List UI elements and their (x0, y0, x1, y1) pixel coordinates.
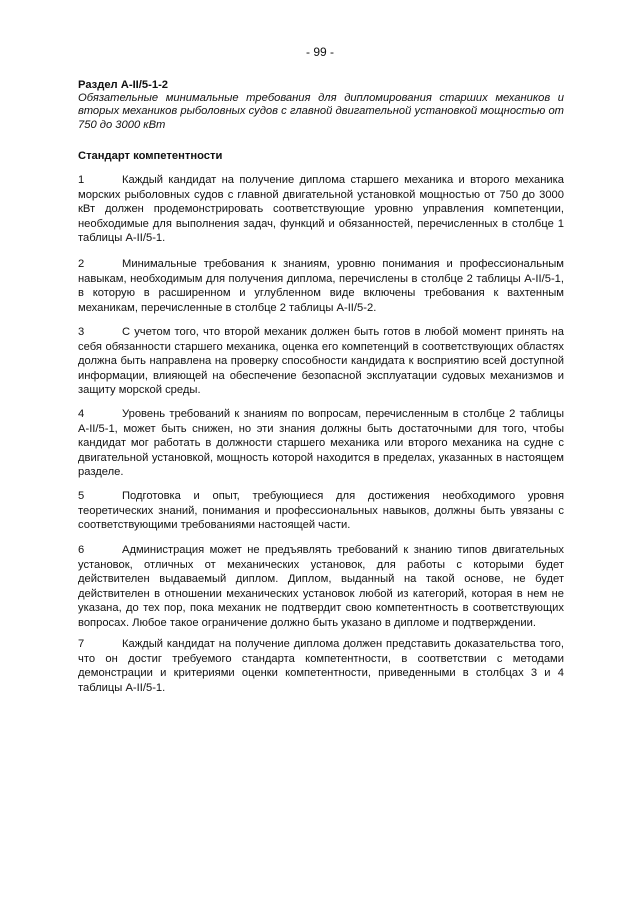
paragraph-1 (78, 173, 564, 246)
paragraph-6 (78, 543, 564, 631)
section-header (78, 79, 564, 132)
paragraph-2 (78, 257, 564, 315)
paragraph-text: Администрация может не предъявлять требований к знанию типов двигательных установок, отличных от механических установок, для работы с которыми будет действителен выдаваемый диплом. Диплом, выданный на такой основе, не будет действителен в отношении механических установок любой из категорий, которая в нем не указана, до тех пор, пока механик не подтвердит свою компетентность в соответствующих вопросах. Любое такое ограничение должно быть указано в дипломе и подтверждении. (78, 544, 564, 629)
section-title: Раздел A-II/5-1-2 (78, 79, 169, 91)
paragraph-number: 7 (78, 638, 85, 650)
paragraph-5 (78, 489, 564, 533)
paragraph-number: 6 (78, 544, 85, 556)
paragraph-number: 3 (78, 326, 85, 338)
paragraph-number: 4 (78, 408, 85, 420)
standard-title: Стандарт компетентности (78, 150, 223, 162)
paragraph-text: Уровень требований к знаниям по вопросам, перечисленным в столбце 2 таблицы A-II/5-1, может быть снижен, но эти знания должны быть достаточными для того, чтобы кандидат мог работать в должности старшего механика или второго механика на судне с двигательной установкой, мощность которой находится в пределах, указанных в настоящем разделе. (78, 408, 564, 479)
section-subtitle: Обязательные минимальные требования для дипломирования старших механиков и вторых механиков рыболовных судов с главной двигательной установкой мощностью от 750 до 3000 кВт (78, 92, 564, 131)
paragraph-text: Каждый кандидат на получение диплома старшего механика и второго механика морских рыболовных судов с главной двигательной установкой мощностью от 750 до 3000 кВт должен продемонстрировать соответствующие уровню управления компетенции, необходимые для выполнения задач, функций и обязанностей, перечисленных в столбце 1 таблицы A-II/5-1. (78, 174, 564, 245)
paragraph-4 (78, 407, 564, 480)
paragraph-number: 5 (78, 490, 85, 502)
page-number: - 99 - (305, 45, 334, 59)
paragraph-7 (78, 637, 564, 695)
paragraph-text: С учетом того, что второй механик должен быть готов в любой момент принять на себя обязанности старшего механика, оценка его компетенций в соответствующих областях должна быть направлена на проверку способности кандидата к восприятию всей доступной информации, влияющей на обеспечение безопасной эксплуатации судовых механизмов и защиту морской среды. (78, 326, 564, 397)
paragraph-text: Подготовка и опыт, требующиеся для достижения необходимого уровня теоретических знаний, понимания и профессиональных навыков, должны быть увязаны с соответствующими требованиями настоящей части. (78, 490, 564, 532)
paragraph-number: 2 (78, 258, 85, 270)
paragraph-number: 1 (78, 174, 85, 186)
paragraph-3 (78, 325, 564, 398)
paragraph-text: Каждый кандидат на получение диплома должен представить доказательства того, что он достиг требуемого стандарта компетентности, в соответствии с методами демонстрации и критериями оценки компетентности, приведенными в столбцах 3 и 4 таблицы A-II/5-1. (78, 638, 564, 694)
paragraph-text: Минимальные требования к знаниям, уровню понимания и профессиональным навыкам, необходимым для получения диплома, перечислены в столбце 2 таблицы A-II/5-1, в которую в расширенном и углубленном виде включены требования к вахтенным механикам, перечисленные в столбце 2 таблицы A-II/5-2. (78, 258, 564, 314)
